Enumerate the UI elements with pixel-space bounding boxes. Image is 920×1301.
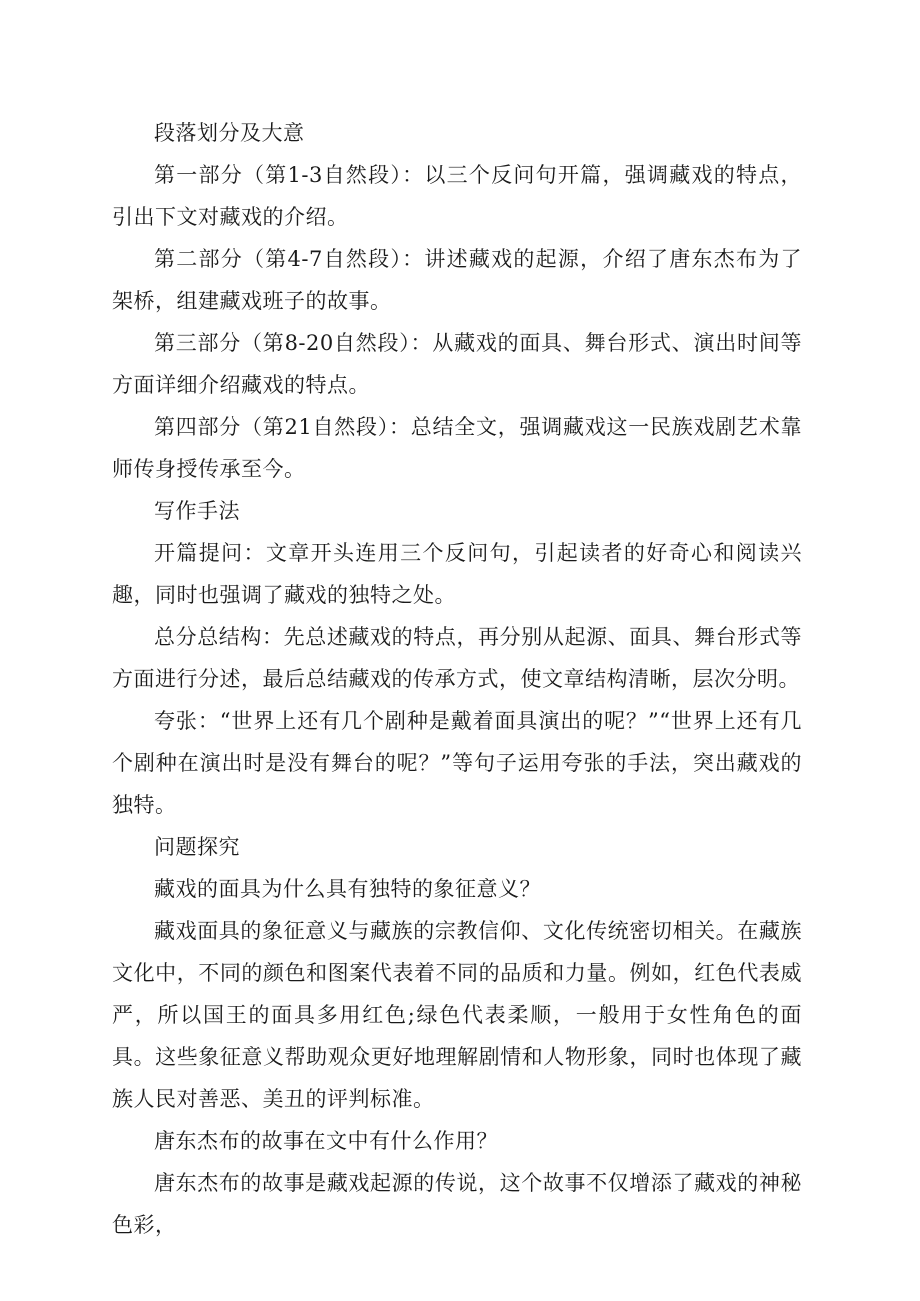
document-page xyxy=(112,112,802,1246)
writing-technique-3: 夸张：“世界上还有几个剧种是戴着面具演出的呢？”“世界上还有几个剧种在演出时是没有舞台的呢？”等句子运用夸张的手法，突出藏戏的独特。 xyxy=(112,709,802,817)
outline-part-4: 第四部分（第21自然段）：总结全文，强调藏戏这一民族戏剧艺术靠师传身授传承至今。 xyxy=(112,415,802,481)
writing-technique-2: 总分总结构：先总述藏戏的特点，再分别从起源、面具、舞台形式等方面进行分述，最后总结藏戏的传承方式，使文章结构清晰，层次分明。 xyxy=(112,625,802,691)
outline-part-3: 第三部分（第8-20自然段）：从藏戏的面具、舞台形式、演出时间等方面详细介绍藏戏的特点。 xyxy=(112,331,802,397)
outline-part-1: 第一部分（第1-3自然段）：以三个反问句开篇，强调藏戏的特点，引出下文对藏戏的介绍。 xyxy=(112,163,802,229)
outline-part-2: 第二部分（第4-7自然段）：讲述藏戏的起源，介绍了唐东杰布为了架桥，组建藏戏班子的故事。 xyxy=(112,247,802,313)
question-1: 藏戏的面具为什么具有独特的象征意义？ xyxy=(154,877,541,901)
question-2: 唐东杰布的故事在文中有什么作用？ xyxy=(154,1129,498,1153)
answer-2: 唐东杰布的故事是藏戏起源的传说，这个故事不仅增添了藏戏的神秘色彩， xyxy=(112,1171,802,1237)
writing-technique-1: 开篇提问：文章开头连用三个反问句，引起读者的好奇心和阅读兴趣，同时也强调了藏戏的独特之处。 xyxy=(112,541,802,607)
writing-heading: 写作手法 xyxy=(154,499,240,523)
answer-1: 藏戏面具的象征意义与藏族的宗教信仰、文化传统密切相关。在藏族文化中，不同的颜色和图案代表着不同的品质和力量。例如，红色代表威严，所以国王的面具多用红色;绿色代表柔顺，一般用于女性角色的面具。这些象征意义帮助观众更好地理解剧情和人物形象，同时也体现了藏族人民对善恶、美丑的评判标准。 xyxy=(112,919,802,1111)
inquiry-heading: 问题探究 xyxy=(154,835,240,859)
outline-heading: 段落划分及大意 xyxy=(154,121,305,145)
